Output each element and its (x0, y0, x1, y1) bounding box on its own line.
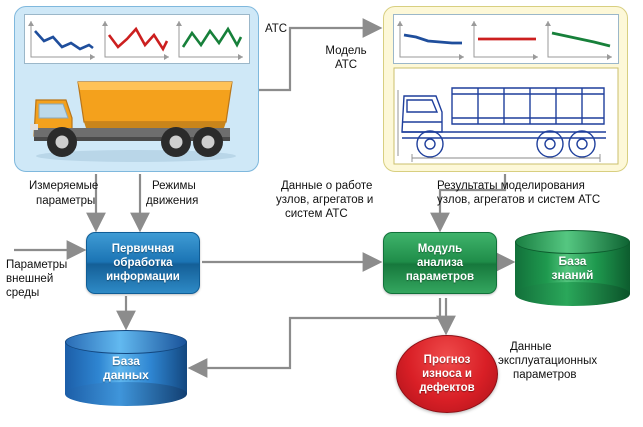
label-driving-modes-line2: движения (146, 195, 199, 207)
atc-truck-illustration (26, 66, 244, 164)
label-operational-data-line1: Данные (510, 341, 552, 353)
knowledge-base-line1: База (558, 254, 587, 268)
label-operational-data-line3: параметров (513, 369, 577, 381)
node-database[interactable] (65, 330, 187, 406)
primary-processing-line1: Первичная (111, 243, 175, 255)
database-line2: данных (103, 368, 149, 382)
node-analysis-module[interactable] (383, 232, 497, 294)
label-work-data-line2: узлов, агрегатов и (276, 194, 374, 206)
atc-signal-charts (24, 14, 250, 64)
label-model-results-line1: Результаты моделирования (437, 180, 585, 192)
database-label (65, 354, 187, 382)
label-env-params-line1: Параметры (6, 259, 68, 271)
model-signal-charts (393, 14, 619, 64)
analysis-module-line2: анализа (416, 257, 464, 269)
wear-forecast-line1: Прогноз (423, 354, 471, 366)
database-top (65, 330, 187, 354)
primary-processing-line3: информации (106, 271, 180, 283)
label-measured-params-line1: Измеряемые (29, 180, 99, 192)
knowledge-base-line2: знаний (551, 268, 594, 282)
wear-forecast-line2: износа и (422, 368, 472, 380)
analysis-module-line1: Модуль (417, 243, 463, 255)
primary-processing-line2: обработка (113, 257, 173, 269)
label-work-data-line3: систем АТС (285, 208, 348, 220)
model-label-line2: АТС (334, 59, 358, 71)
node-wear-forecast[interactable] (396, 335, 498, 413)
model-label-line1: Модель (325, 45, 367, 57)
node-knowledge-base[interactable] (515, 230, 630, 306)
node-primary-processing[interactable] (86, 232, 200, 294)
label-operational-data-line2: эксплуатационных (498, 355, 598, 367)
knowledge-base-top (515, 230, 630, 254)
database-line1: База (112, 354, 140, 368)
analysis-module-line3: параметров (405, 271, 475, 283)
label-measured-params-line2: параметры (36, 195, 96, 207)
label-work-data-line1: Данные о работе (281, 180, 373, 192)
model-truck-wireframe (392, 66, 620, 166)
knowledge-base-label (515, 254, 630, 282)
label-env-params-line3: среды (6, 287, 40, 299)
label-env-params-line2: внешней (6, 273, 54, 285)
atc-label: АТС (265, 23, 288, 35)
knowledge-base-bottom (515, 282, 630, 306)
label-model-results-line2: узлов, агрегатов и систем АТС (437, 194, 601, 206)
database-bottom (65, 382, 187, 406)
label-driving-modes-line1: Режимы (152, 180, 196, 192)
wear-forecast-line3: дефектов (419, 382, 475, 394)
